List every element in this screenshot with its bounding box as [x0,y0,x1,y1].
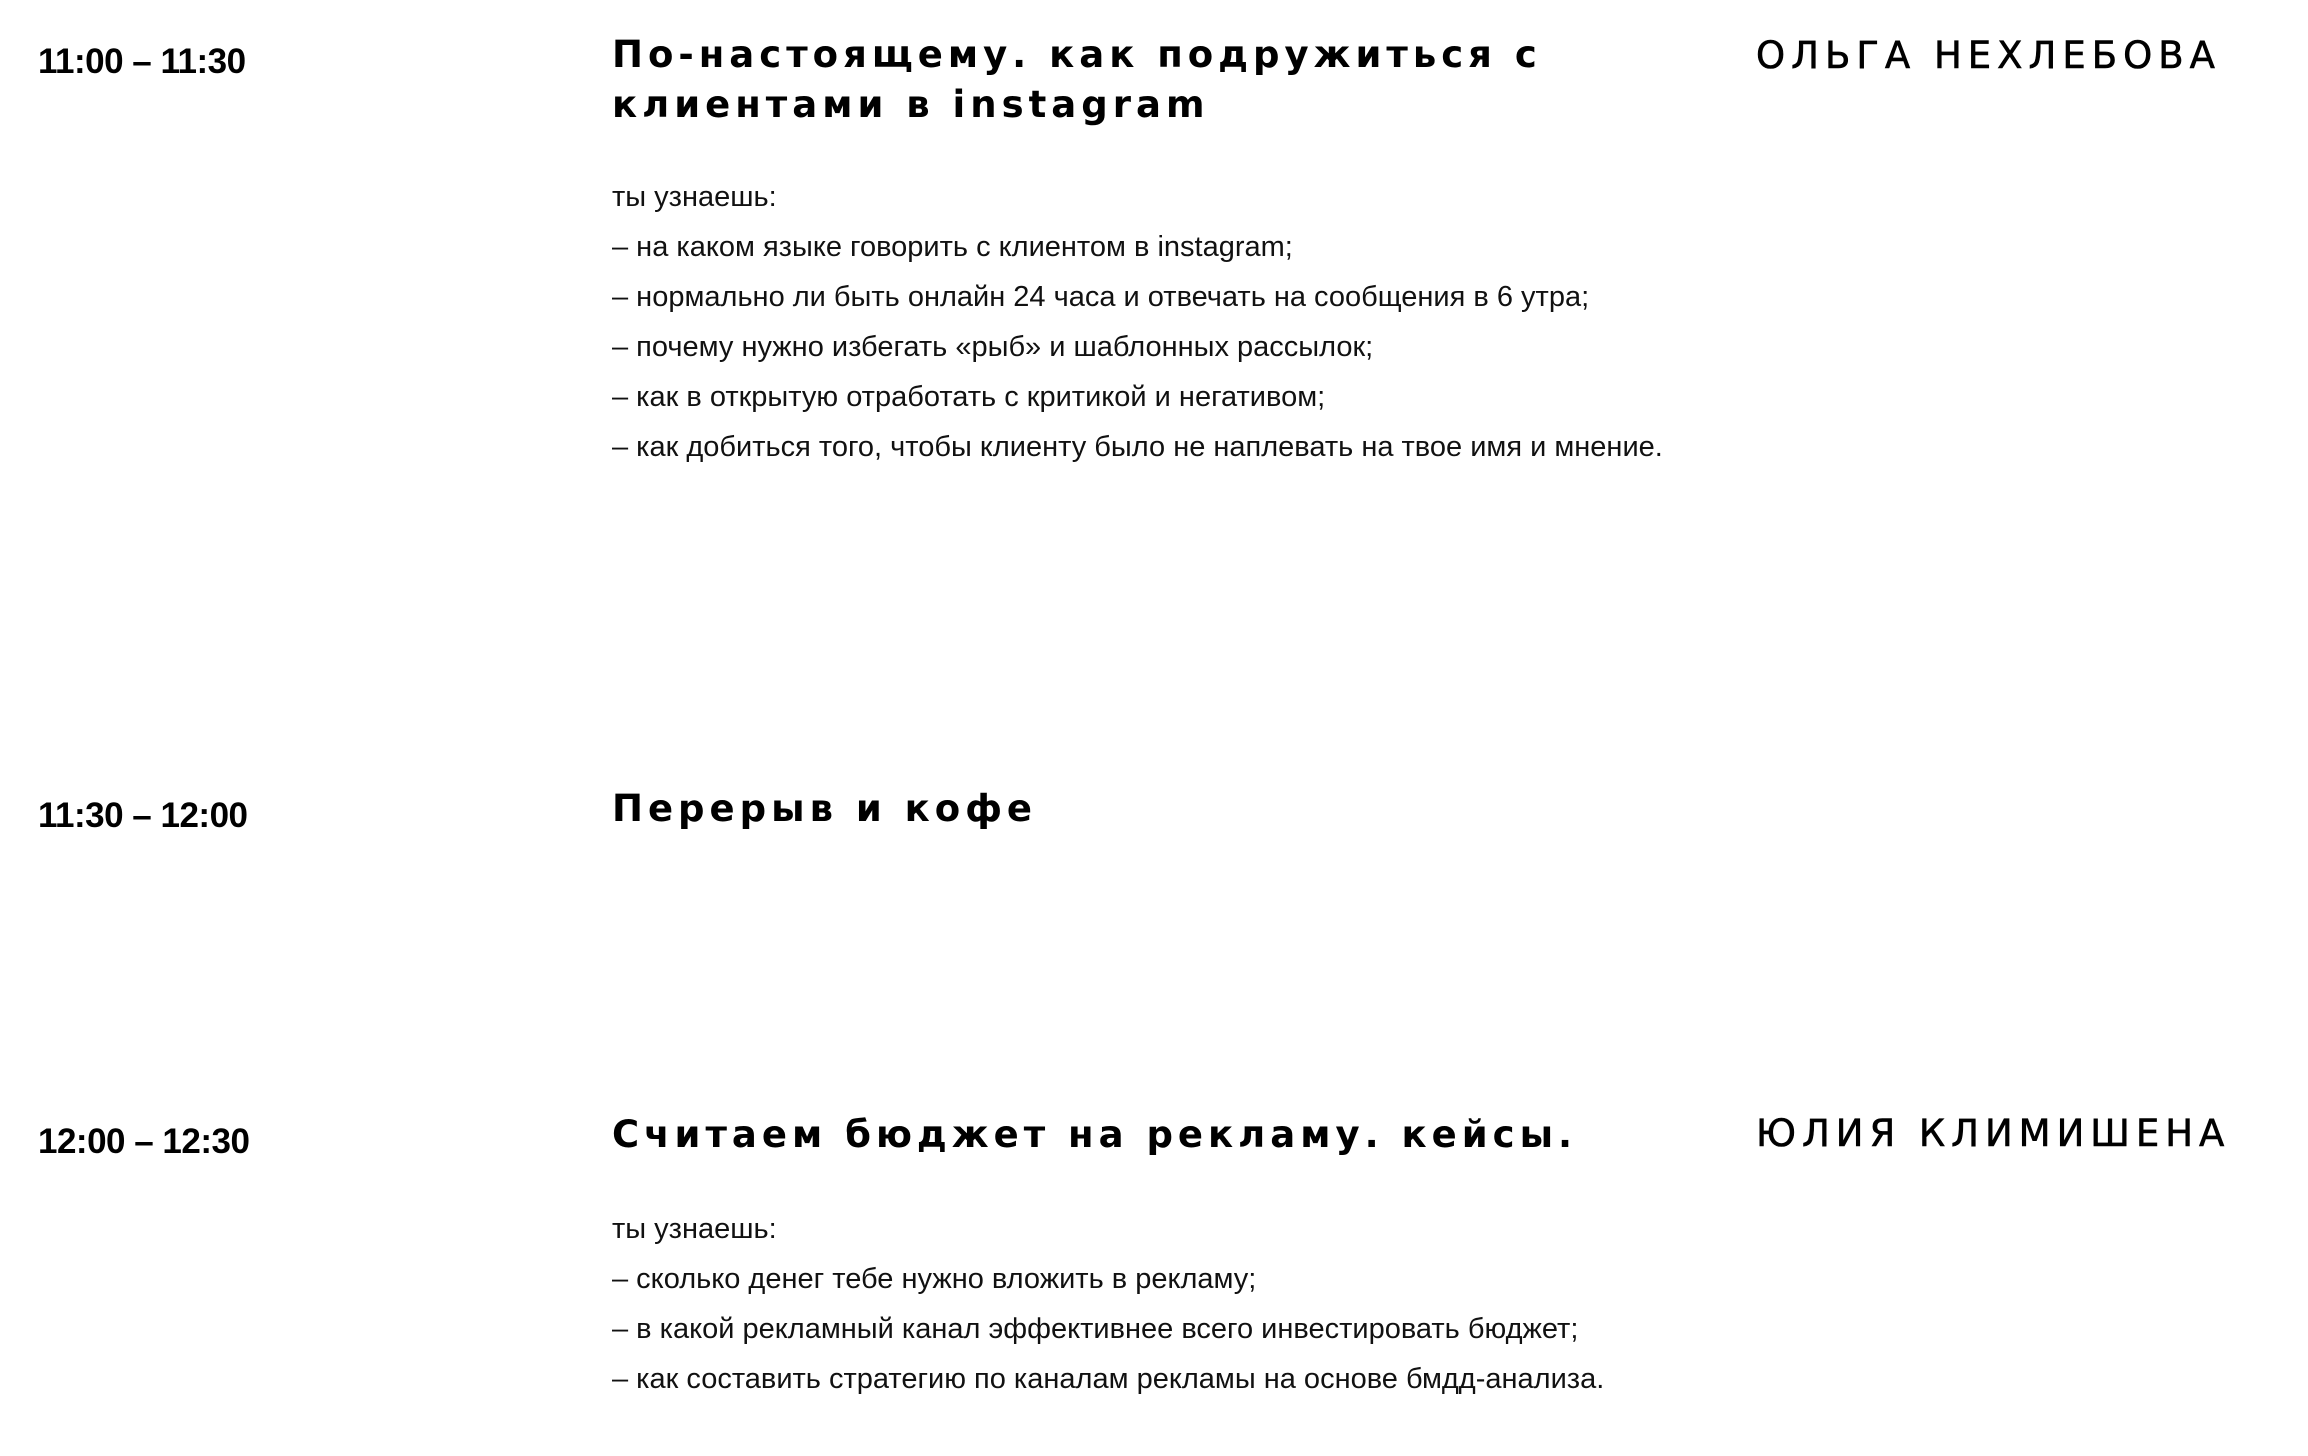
description-line: – сколько денег тебе нужно вложить в рекламу; [612,1263,1257,1295]
session-content [612,784,1732,834]
description-line: – нормально ли быть онлайн 24 часа и отвечать на сообщения в 6 утра; [612,281,1590,313]
session-content [612,1110,1732,1404]
session-title [612,30,1732,130]
session-title-line: Перерыв и кофе [612,787,1038,830]
session-title-line: По-настоящему. как подружиться с [612,33,1542,76]
session-title [612,1110,1732,1160]
session-time: 11:30 – 12:00 [38,796,248,835]
speaker-name: ОЛЬГА НЕХЛЕБОВА [1756,34,2221,77]
session-time: 11:00 – 11:30 [38,42,246,81]
description-line: – как добиться того, чтобы клиенту было не наплевать на твое имя и мнение. [612,431,1663,463]
session-title [612,784,1732,834]
description-line: ты узнаешь: [612,1213,777,1245]
session-time: 12:00 – 12:30 [38,1122,250,1161]
description-line: – в какой рекламный канал эффективнее всего инвестировать бюджет; [612,1313,1579,1345]
session-title-line: Считаем бюджет на рекламу. кейсы. [612,1113,1578,1156]
session-title-line: клиентами в instagram [612,83,1210,126]
description-line: – почему нужно избегать «рыб» и шаблонных рассылок; [612,331,1374,363]
description-line: – как в открытую отработать с критикой и негативом; [612,381,1326,413]
description-line: ты узнаешь: [612,181,777,213]
speaker-name: ЮЛИЯ КЛИМИШЕНА [1756,1112,2231,1155]
description-line: – как составить стратегию по каналам рекламы на основе бмдд-анализа. [612,1363,1605,1395]
session-content [612,30,1732,472]
session-description [612,1204,1732,1404]
session-description [612,172,1732,472]
description-line: – на каком языке говорить с клиентом в instagram; [612,231,1293,263]
